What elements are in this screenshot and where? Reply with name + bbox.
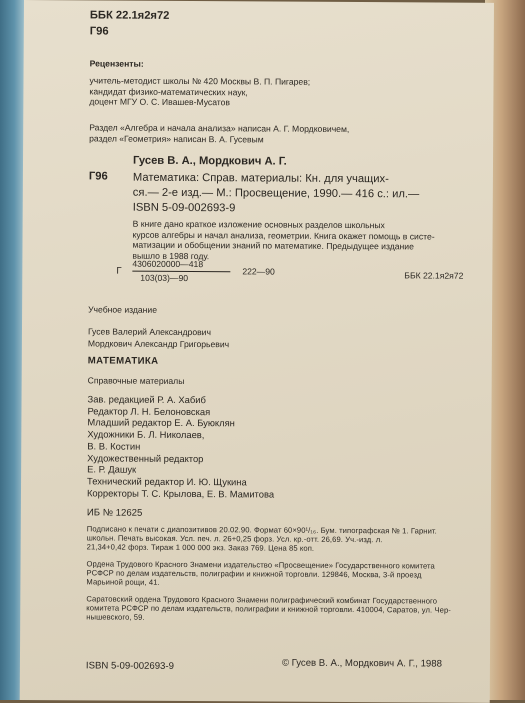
publisher-line: РСФСР по делам издательств, полиграфии и книжной торговли. 129846, Москва, 3-й проезд (86, 568, 422, 580)
credit-line: Технический редактор И. Ю. Щукина (87, 475, 247, 488)
print-detail-line: 21,34+0,42 форз. Тираж 1 000 000 экз. Заказ 769. Цена 85 коп. (86, 542, 315, 553)
credit-line: Зав. редакцией Р. А. Хабиб (87, 393, 206, 406)
catalog-line: Математика: Справ. материалы: Кн. для учащих- (132, 171, 389, 186)
printer-line: Саратовский ордена Трудового Красного Знамени полиграфический комбинат Государственного (86, 594, 438, 606)
book-title: МАТЕМАТИКА (87, 355, 159, 367)
reviewers-list (89, 75, 310, 108)
author-names (88, 325, 229, 350)
catalog-entry (133, 171, 420, 218)
printer-line: комитета РСФСР по делам издательств, полиграфии и книжной торговли. 410004, Саратов, ул. Чер- (86, 603, 451, 615)
bbk-code-top: ББК 22.1я2я72 (89, 9, 170, 22)
print-details (87, 524, 437, 553)
print-detail-line: Подписано к печати с диапозитивов 20.02.90. Формат 60×90¹/₁₆. Бум. типографская № 1. Гарнит. (86, 524, 437, 536)
formula-numerator: 4306020000—418 (132, 258, 204, 270)
formula-suffix: 222—90 (242, 266, 275, 277)
copyright-line: © Гусев В. А., Мордкович А. Г., 1988 (281, 657, 442, 670)
credits-list (87, 393, 275, 499)
credit-line: Корректоры Т. С. Крылова, Е. В. Мамитова (86, 487, 275, 500)
printer-line: нышевского, 59. (86, 612, 145, 622)
credit-line: Художественный редактор (87, 451, 204, 464)
publisher-line: Ордена Трудового Красного Знамени издательство «Просвещение» Государственного комитета (86, 559, 435, 571)
abstract-line: курсов алгебры и начал анализа, геометрии. Книга окажет помощь в систе- (132, 229, 435, 242)
catalog-code-top: Г96 (89, 25, 109, 38)
catalog-bbk: ББК 22.1я2я72 (404, 270, 464, 281)
catalog-abstract (132, 219, 434, 263)
reviewer-line: доцент МГУ О. С. Ивашев-Мусатов (89, 96, 231, 108)
book-subtitle: Справочные материалы (87, 375, 185, 386)
sections-note (89, 122, 349, 145)
abstract-line: вышло в 1988 году. (132, 250, 210, 261)
isbn-bottom: ISBN 5-09-002693-9 (85, 660, 174, 672)
print-detail-line: школьн. Печать высокая. Усл. печ. л. 26+0,25 форз. Усл. кр.-отт. 26,69. Уч.-изд. л. (86, 533, 383, 545)
formula-prefix: Г (116, 265, 122, 277)
credit-line: Редактор Л. Н. Белоновская (87, 405, 211, 417)
catalog-line: ся.— 2-е изд.— М.: Просвещение, 1990.— 416 с.: ил.— (132, 186, 420, 201)
ib-number: ИБ № 12625 (86, 507, 143, 519)
section-line: раздел «Геометрия» написан В. А. Гусевым (89, 132, 264, 145)
abstract-line: матизации и обобщении знаний по математике. Предыдущее издание (132, 239, 414, 252)
reviewer-line: учитель-методист школы № 420 Москвы В. П. Пигарев; (89, 75, 311, 87)
publisher-info (86, 559, 435, 588)
catalog-isbn: ISBN 5-09-002693-9 (132, 201, 236, 215)
publisher-line: Марьиной рощи, 41. (86, 577, 160, 587)
abstract-line: В книге дано краткое изложение основных разделов школьных (132, 218, 385, 231)
printer-info (86, 594, 451, 623)
section-line: Раздел «Алгебра и начала анализа» написан А. Г. Мордковичем, (89, 122, 350, 134)
credit-line: Е. Р. Дашук (87, 463, 137, 475)
catalog-authors: Гусев В. А., Мордкович А. Г. (132, 154, 287, 168)
author-full-name: Гусев Валерий Александрович (87, 326, 212, 338)
formula-denominator: 103(03)—90 (140, 272, 189, 284)
edition-type: Учебное издание (88, 304, 158, 315)
catalog-code: Г96 (88, 170, 108, 183)
reviewers-title: Рецензенты: (89, 58, 144, 69)
imprint-page (20, 0, 494, 703)
reviewer-line: кандидат физико-математических наук, (89, 85, 248, 97)
credit-line: Младший редактор Е. А. Буюклян (87, 416, 235, 429)
credit-line: В. В. Костин (87, 440, 141, 452)
author-full-name: Мордкович Александр Григорьевич (87, 338, 230, 350)
credit-line: Художники Б. Л. Николаев, (87, 428, 205, 441)
